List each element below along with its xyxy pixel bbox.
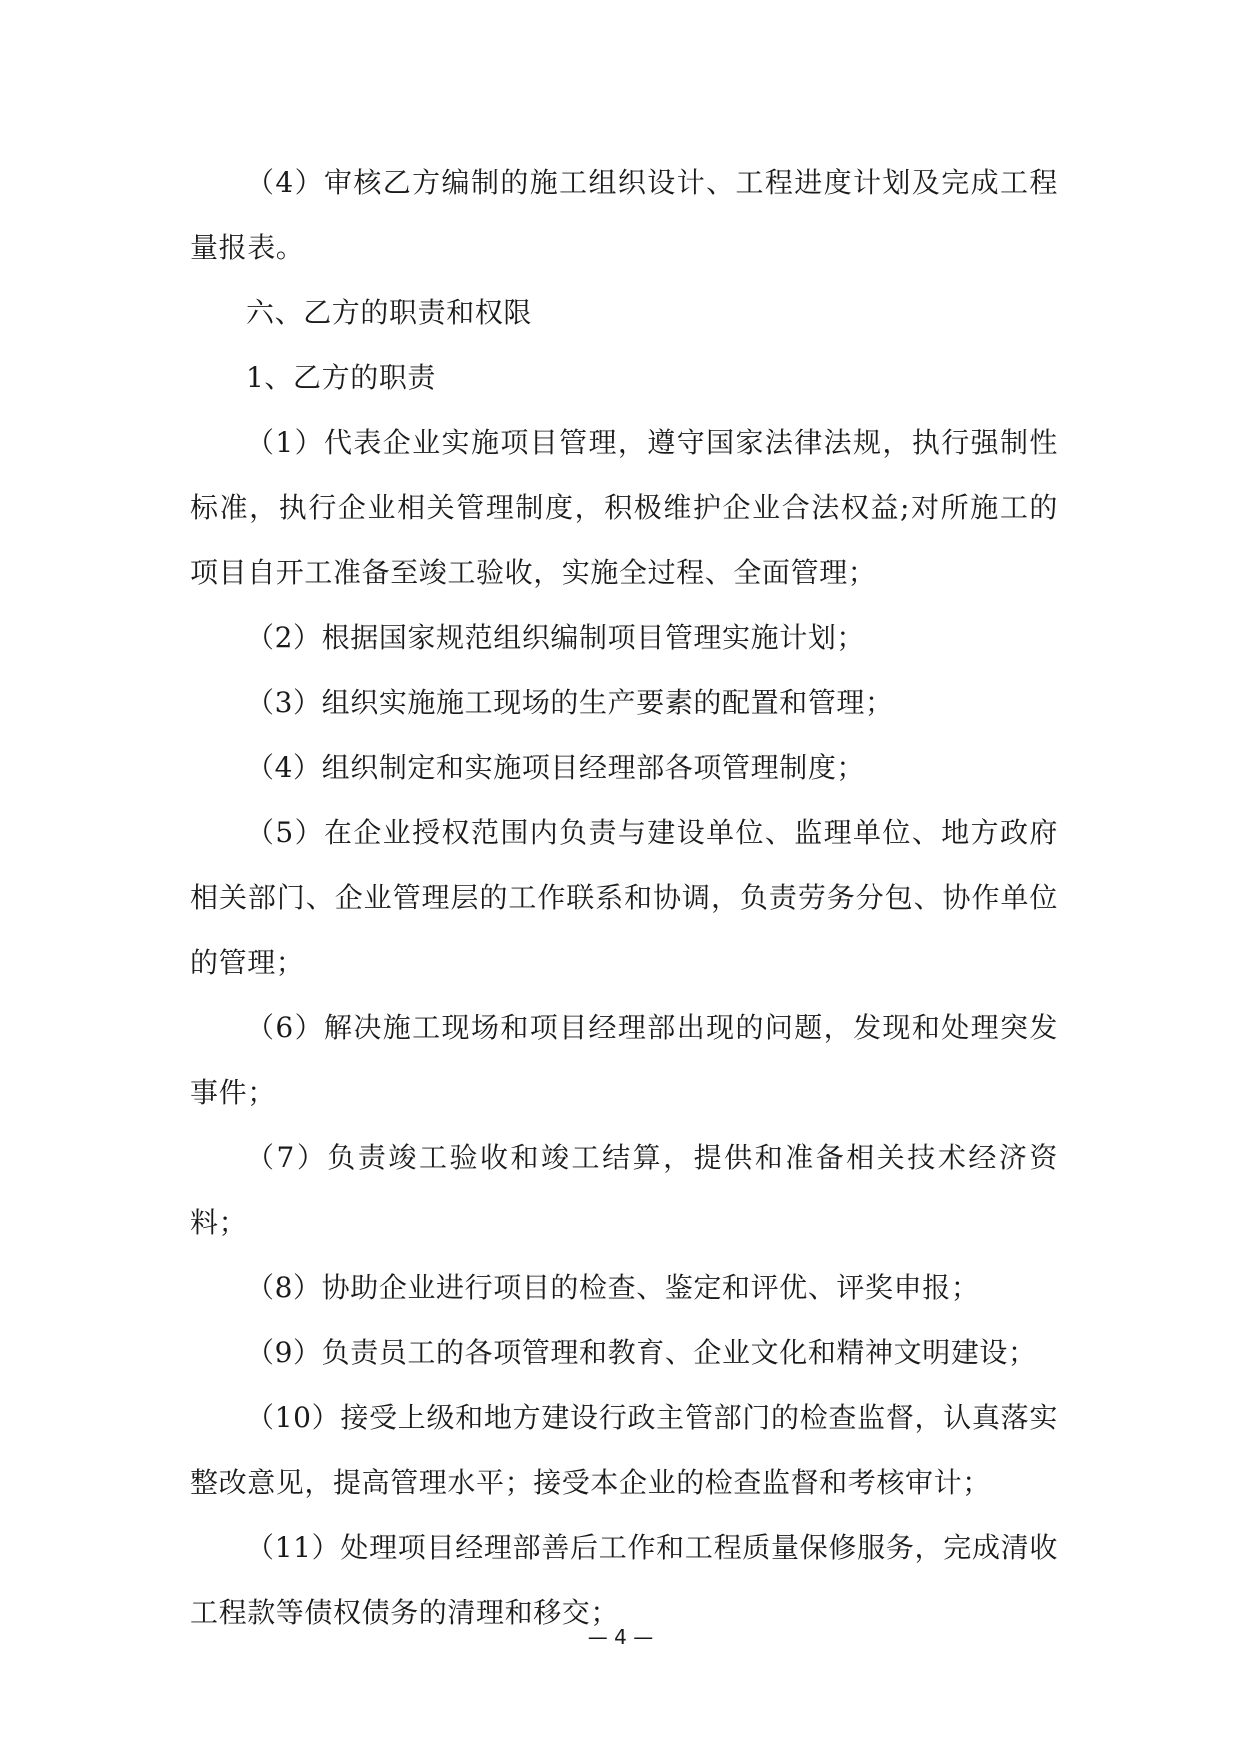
paragraph-duty-1: （1）代表企业实施项目管理，遵守国家法律法规，执行强制性标准，执行企业相关管理制度，积极维护企业合法权益;对所施工的项目自开工准备至竣工验收，实施全过程、全面管理； [190, 426, 1058, 589]
paragraph-duty-11: （11）处理项目经理部善后工作和工程质量保修服务，完成清收工程款等债权债务的清理和移交； [190, 1531, 1058, 1629]
subsection-heading-1: 1、乙方的职责 [246, 361, 437, 394]
paragraph-duty-3: （3）组织实施施工现场的生产要素的配置和管理； [246, 686, 894, 719]
section-heading-6: 六、乙方的职责和权限 [246, 296, 533, 329]
paragraph-duty-7: （7）负责竣工验收和竣工结算，提供和准备相关技术经济资料； [190, 1141, 1058, 1239]
paragraph-review-item-4: （4）审核乙方编制的施工组织设计、工程进度计划及完成工程量报表。 [190, 166, 1058, 264]
page-number: — 4 — [587, 1625, 654, 1649]
paragraph-duty-5: （5）在企业授权范围内负责与建设单位、监理单位、地方政府相关部门、企业管理层的工作联系和协调，负责劳务分包、协作单位的管理； [190, 816, 1058, 979]
paragraph-duty-4: （4）组织制定和实施项目经理部各项管理制度； [246, 751, 866, 784]
paragraph-duty-8: （8）协助企业进行项目的检查、鉴定和评优、评奖申报； [246, 1271, 980, 1304]
paragraph-duty-10: （10）接受上级和地方建设行政主管部门的检查监督，认真落实整改意见，提高管理水平；接受本企业的检查监督和考核审计； [190, 1401, 1058, 1499]
paragraph-duty-9: （9）负责员工的各项管理和教育、企业文化和精神文明建设； [246, 1336, 1037, 1369]
document-body [190, 150, 1058, 1645]
paragraph-duty-6: （6）解决施工现场和项目经理部出现的问题，发现和处理突发事件； [190, 1011, 1058, 1109]
paragraph-duty-2: （2）根据国家规范组织编制项目管理实施计划； [246, 621, 866, 654]
